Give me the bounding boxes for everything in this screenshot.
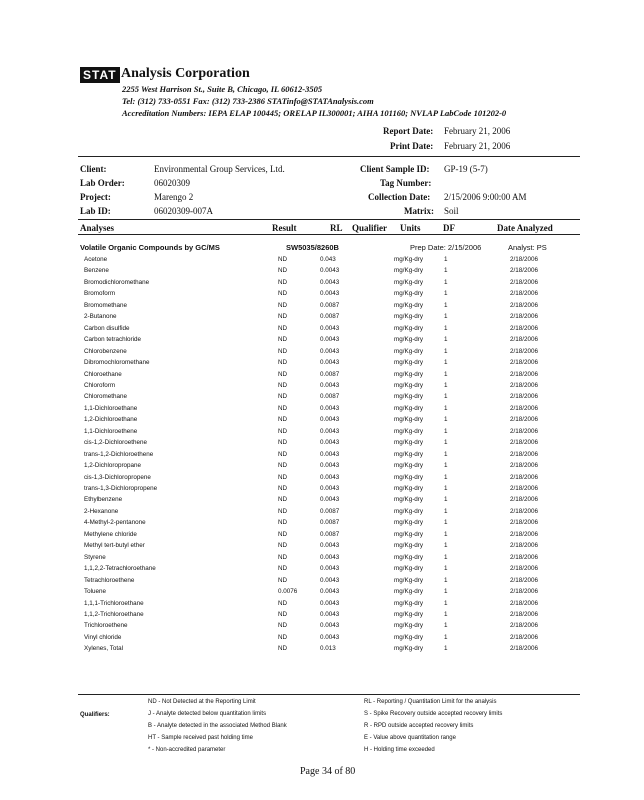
table-row — [0, 302, 644, 313]
qualifier-star: * - Non-accredited parameter — [148, 747, 226, 753]
cell-date: 2/18/2006 — [510, 416, 539, 424]
cell-result: ND — [278, 462, 288, 470]
cell-units: mg/Kg-dry — [394, 622, 424, 630]
cell-units: mg/Kg-dry — [394, 576, 424, 584]
cell-analyte: 1,2-Dichloroethane — [84, 416, 138, 424]
cell-rl: 0.0043 — [320, 290, 340, 298]
cell-result: ND — [278, 313, 288, 321]
lab-id-value: 06020309-007A — [154, 206, 213, 216]
cell-rl: 0.0043 — [320, 633, 340, 641]
cell-units: mg/Kg-dry — [394, 393, 424, 401]
cell-result: ND — [278, 565, 288, 573]
cell-result: ND — [278, 519, 288, 527]
cell-date: 2/18/2006 — [510, 370, 539, 378]
cell-df: 1 — [444, 553, 448, 561]
cell-analyte: 1,1,1-Trichloroethane — [84, 599, 144, 607]
cell-rl: 0.0043 — [320, 439, 340, 447]
cell-date: 2/18/2006 — [510, 427, 539, 435]
cell-analyte: Styrene — [84, 553, 106, 561]
cell-date: 2/18/2006 — [510, 359, 539, 367]
cell-date: 2/18/2006 — [510, 507, 539, 515]
table-row — [0, 577, 644, 588]
cell-result: ND — [278, 290, 288, 298]
cell-rl: 0.0043 — [320, 473, 340, 481]
cell-date: 2/18/2006 — [510, 267, 539, 275]
cell-date: 2/18/2006 — [510, 439, 539, 447]
cell-date: 2/18/2006 — [510, 324, 539, 332]
cell-df: 1 — [444, 336, 448, 344]
cell-rl: 0.0087 — [320, 313, 340, 321]
cell-units: mg/Kg-dry — [394, 588, 424, 596]
section-analyst: Analyst: PS — [508, 243, 547, 252]
qualifier-r: R - RPD outside accepted recovery limits — [364, 723, 474, 729]
col-rl: RL — [330, 223, 343, 233]
cell-df: 1 — [444, 359, 448, 367]
col-date-analyzed: Date Analyzed — [497, 223, 553, 233]
cell-df: 1 — [444, 301, 448, 309]
table-row — [0, 371, 644, 382]
cell-units: mg/Kg-dry — [394, 633, 424, 641]
cell-rl: 0.0043 — [320, 565, 340, 573]
table-row — [0, 256, 644, 267]
cell-date: 2/18/2006 — [510, 565, 539, 573]
table-row — [0, 634, 644, 645]
table-row — [0, 565, 644, 576]
cell-rl: 0.0043 — [320, 542, 340, 550]
cell-analyte: trans-1,2-Dichloroethene — [84, 450, 154, 458]
cell-rl: 0.0087 — [320, 507, 340, 515]
cell-rl: 0.0087 — [320, 370, 340, 378]
cell-units: mg/Kg-dry — [394, 462, 424, 470]
client-value: Environmental Group Services, Ltd. — [154, 164, 285, 174]
cell-analyte: Methylene chloride — [84, 530, 137, 538]
cell-result: ND — [278, 496, 288, 504]
cell-df: 1 — [444, 576, 448, 584]
cell-units: mg/Kg-dry — [394, 610, 424, 618]
cell-rl: 0.0043 — [320, 416, 340, 424]
cell-result: ND — [278, 416, 288, 424]
cell-analyte: 2-Butanone — [84, 313, 117, 321]
cell-result: ND — [278, 599, 288, 607]
cell-analyte: Trichloroethene — [84, 622, 128, 630]
cell-result: ND — [278, 301, 288, 309]
accreditation-line: Accreditation Numbers: IEPA ELAP 100445; ORELAP IL300001; AIHA 101160; NVLAP LabCode 101202-0 — [122, 108, 507, 118]
table-row — [0, 588, 644, 599]
cell-units: mg/Kg-dry — [394, 301, 424, 309]
cell-rl: 0.0043 — [320, 381, 340, 389]
cell-units: mg/Kg-dry — [394, 553, 424, 561]
project-label: Project: — [80, 192, 111, 202]
cell-analyte: Carbon disulfide — [84, 324, 130, 332]
cell-rl: 0.0043 — [320, 347, 340, 355]
cell-units: mg/Kg-dry — [394, 542, 424, 550]
cell-result: ND — [278, 553, 288, 561]
cell-df: 1 — [444, 462, 448, 470]
table-row — [0, 290, 644, 301]
cell-result: ND — [278, 542, 288, 550]
cell-rl: 0.0043 — [320, 278, 340, 286]
qualifier-s: S - Spike Recovery outside accepted recovery limits — [364, 711, 503, 717]
cell-df: 1 — [444, 313, 448, 321]
table-row — [0, 325, 644, 336]
cell-df: 1 — [444, 381, 448, 389]
table-row — [0, 542, 644, 553]
cell-df: 1 — [444, 610, 448, 618]
cell-df: 1 — [444, 347, 448, 355]
table-row — [0, 451, 644, 462]
table-row — [0, 313, 644, 324]
cell-date: 2/18/2006 — [510, 313, 539, 321]
table-row — [0, 519, 644, 530]
cell-rl: 0.0043 — [320, 324, 340, 332]
table-row — [0, 485, 644, 496]
cell-df: 1 — [444, 645, 448, 653]
cell-date: 2/18/2006 — [510, 530, 539, 538]
cell-units: mg/Kg-dry — [394, 347, 424, 355]
cell-df: 1 — [444, 450, 448, 458]
company-name: Analysis Corporation — [121, 66, 250, 81]
cell-result: ND — [278, 359, 288, 367]
cell-analyte: 1,1,2,2-Tetrachloroethane — [84, 565, 156, 573]
cell-rl: 0.0043 — [320, 336, 340, 344]
cell-result: ND — [278, 393, 288, 401]
cell-df: 1 — [444, 416, 448, 424]
cell-result: ND — [278, 381, 288, 389]
qualifier-rl: RL - Reporting / Quantitation Limit for the analysis — [364, 699, 497, 705]
cell-df: 1 — [444, 485, 448, 492]
cell-analyte: trans-1,3-Dichloropropene — [84, 485, 158, 492]
col-analyses: Analyses — [80, 223, 115, 233]
section-title: Volatile Organic Compounds by GC/MS — [80, 243, 220, 252]
cell-analyte: Chlorobenzene — [84, 347, 127, 355]
collection-date-label: Collection Date: — [368, 192, 431, 202]
table-row — [0, 416, 644, 427]
info-divider — [78, 219, 580, 220]
cell-analyte: 1,2-Dichloropropane — [84, 462, 142, 470]
cell-rl: 0.0087 — [320, 393, 340, 401]
cell-result: ND — [278, 370, 288, 378]
cell-rl: 0.0043 — [320, 427, 340, 435]
cell-analyte: Ethylbenzene — [84, 496, 123, 504]
cell-date: 2/18/2006 — [510, 301, 539, 309]
cell-date: 2/18/2006 — [510, 633, 539, 641]
cell-result: ND — [278, 576, 288, 584]
cell-df: 1 — [444, 439, 448, 447]
cell-result: ND — [278, 473, 288, 481]
cell-analyte: 2-Hexanone — [84, 507, 119, 515]
cell-units: mg/Kg-dry — [394, 485, 424, 492]
cell-units: mg/Kg-dry — [394, 324, 424, 332]
cell-analyte: Bromomethane — [84, 301, 128, 309]
cell-units: mg/Kg-dry — [394, 645, 424, 653]
cell-date: 2/18/2006 — [510, 347, 539, 355]
cell-units: mg/Kg-dry — [394, 404, 424, 412]
cell-analyte: Methyl tert-butyl ether — [84, 542, 145, 550]
cell-result: ND — [278, 439, 288, 447]
print-date-label: Print Date: — [390, 141, 434, 151]
table-row — [0, 428, 644, 439]
table-row — [0, 462, 644, 473]
cell-analyte: Bromodichloromethane — [84, 278, 150, 286]
cell-analyte: Xylenes, Total — [84, 645, 124, 653]
cell-units: mg/Kg-dry — [394, 450, 424, 458]
cell-units: mg/Kg-dry — [394, 416, 424, 424]
cell-date: 2/18/2006 — [510, 485, 539, 492]
cell-date: 2/18/2006 — [510, 450, 539, 458]
cell-analyte: cis-1,3-Dichloropropene — [84, 473, 151, 481]
cell-df: 1 — [444, 267, 448, 275]
cell-date: 2/18/2006 — [510, 278, 539, 286]
cell-analyte: Carbon tetrachloride — [84, 336, 142, 344]
table-row — [0, 348, 644, 359]
table-row — [0, 496, 644, 507]
cell-analyte: Dibromochloromethane — [84, 359, 150, 367]
cell-analyte: Bromoform — [84, 290, 116, 298]
table-row — [0, 279, 644, 290]
cell-rl: 0.0087 — [320, 519, 340, 527]
print-date-value: February 21, 2006 — [444, 141, 511, 151]
cell-df: 1 — [444, 256, 448, 263]
cell-result: ND — [278, 507, 288, 515]
cell-analyte: 1,1-Dichloroethene — [84, 427, 138, 435]
cell-analyte: Vinyl chloride — [84, 633, 122, 641]
cell-df: 1 — [444, 588, 448, 596]
cell-date: 2/18/2006 — [510, 404, 539, 412]
report-date-value: February 21, 2006 — [444, 126, 511, 136]
cell-date: 2/18/2006 — [510, 336, 539, 344]
cell-units: mg/Kg-dry — [394, 496, 424, 504]
lab-id-label: Lab ID: — [80, 206, 111, 216]
cell-result: 0.0076 — [278, 588, 298, 596]
cell-rl: 0.0043 — [320, 359, 340, 367]
qualifier-ht: HT - Sample received past holding time — [148, 735, 253, 741]
cell-df: 1 — [444, 530, 448, 538]
cell-result: ND — [278, 645, 288, 653]
cell-result: ND — [278, 267, 288, 275]
cell-df: 1 — [444, 404, 448, 412]
cell-date: 2/18/2006 — [510, 553, 539, 561]
cell-units: mg/Kg-dry — [394, 359, 424, 367]
cell-df: 1 — [444, 427, 448, 435]
section-prep-date: Prep Date: 2/15/2006 — [410, 243, 482, 252]
cell-units: mg/Kg-dry — [394, 519, 424, 527]
cell-analyte: Toluene — [84, 588, 107, 596]
cell-units: mg/Kg-dry — [394, 381, 424, 389]
cell-rl: 0.0043 — [320, 599, 340, 607]
qualifiers-label: Qualifiers: — [80, 712, 110, 718]
cell-units: mg/Kg-dry — [394, 290, 424, 298]
cell-result: ND — [278, 633, 288, 641]
cell-df: 1 — [444, 324, 448, 332]
cell-units: mg/Kg-dry — [394, 370, 424, 378]
cell-units: mg/Kg-dry — [394, 427, 424, 435]
table-row — [0, 359, 644, 370]
cell-date: 2/18/2006 — [510, 393, 539, 401]
cell-units: mg/Kg-dry — [394, 267, 424, 275]
qualifier-j: J - Analyte detected below quantitation limits — [148, 711, 267, 717]
company-address: 2255 West Harrison St., Suite B, Chicago, IL 60612-3505 — [122, 84, 323, 94]
cell-result: ND — [278, 324, 288, 332]
cell-date: 2/18/2006 — [510, 588, 539, 596]
cell-date: 2/18/2006 — [510, 473, 539, 481]
client-sample-id-value: GP-19 (5-7) — [444, 164, 488, 174]
header-divider — [78, 156, 580, 157]
cell-units: mg/Kg-dry — [394, 599, 424, 607]
qualifier-nd: ND - Not Detected at the Reporting Limit — [148, 699, 256, 705]
cell-units: mg/Kg-dry — [394, 530, 424, 538]
cell-df: 1 — [444, 599, 448, 607]
matrix-label: Matrix: — [404, 206, 434, 216]
cell-rl: 0.0087 — [320, 530, 340, 538]
cell-df: 1 — [444, 290, 448, 298]
cell-rl: 0.0043 — [320, 496, 340, 504]
cell-analyte: Benzene — [84, 267, 109, 275]
cell-date: 2/18/2006 — [510, 462, 539, 470]
cell-df: 1 — [444, 633, 448, 641]
project-value: Marengo 2 — [154, 192, 194, 202]
lab-order-label: Lab Order: — [80, 178, 125, 188]
cell-df: 1 — [444, 473, 448, 481]
cell-result: ND — [278, 450, 288, 458]
table-row — [0, 622, 644, 633]
cell-units: mg/Kg-dry — [394, 336, 424, 344]
cell-analyte: 1,1-Dichloroethane — [84, 404, 138, 412]
cell-units: mg/Kg-dry — [394, 507, 424, 515]
cell-rl: 0.043 — [320, 256, 336, 263]
report-date-label: Report Date: — [383, 126, 434, 136]
cell-df: 1 — [444, 393, 448, 401]
cell-rl: 0.0043 — [320, 267, 340, 275]
table-row — [0, 508, 644, 519]
collection-date-value: 2/15/2006 9:00:00 AM — [444, 192, 527, 202]
client-sample-id-label: Client Sample ID: — [360, 164, 430, 174]
cell-df: 1 — [444, 370, 448, 378]
table-row — [0, 531, 644, 542]
cell-rl: 0.0043 — [320, 588, 340, 596]
cell-df: 1 — [444, 507, 448, 515]
cell-result: ND — [278, 347, 288, 355]
cell-rl: 0.0043 — [320, 485, 340, 492]
cell-units: mg/Kg-dry — [394, 565, 424, 573]
cell-analyte: Chloromethane — [84, 393, 128, 401]
cell-units: mg/Kg-dry — [394, 278, 424, 286]
col-df: DF — [443, 223, 455, 233]
cell-rl: 0.0043 — [320, 622, 340, 630]
col-qualifier: Qualifier — [352, 223, 387, 233]
qualifier-h: H - Holding time exceeded — [364, 747, 435, 753]
table-row — [0, 405, 644, 416]
table-row — [0, 600, 644, 611]
client-label: Client: — [80, 164, 107, 174]
cell-rl: 0.0043 — [320, 404, 340, 412]
cell-analyte: Chloroform — [84, 381, 116, 389]
cell-result: ND — [278, 622, 288, 630]
col-result: Result — [272, 223, 297, 233]
cell-rl: 0.013 — [320, 645, 336, 653]
cell-rl: 0.0043 — [320, 610, 340, 618]
cell-df: 1 — [444, 496, 448, 504]
cell-result: ND — [278, 278, 288, 286]
cell-result: ND — [278, 427, 288, 435]
cell-units: mg/Kg-dry — [394, 473, 424, 481]
cell-rl: 0.0087 — [320, 301, 340, 309]
column-header-divider — [78, 234, 580, 235]
cell-date: 2/18/2006 — [510, 645, 539, 653]
table-row — [0, 382, 644, 393]
table-row — [0, 554, 644, 565]
tag-number-label: Tag Number: — [380, 178, 432, 188]
cell-df: 1 — [444, 542, 448, 550]
page-number: Page 34 of 80 — [300, 766, 356, 777]
qualifier-e: E - Value above quantitation range — [364, 735, 456, 741]
cell-date: 2/18/2006 — [510, 496, 539, 504]
matrix-value: Soil — [444, 206, 459, 216]
cell-analyte: 4-Methyl-2-pentanone — [84, 519, 146, 527]
company-contact: Tel: (312) 733-0551 Fax: (312) 733-2386 STATinfo@STATAnalysis.com — [122, 96, 374, 106]
qualifier-b: B - Analyte detected in the associated Method Blank — [148, 723, 287, 729]
section-method: SW5035/8260B — [286, 243, 339, 252]
cell-analyte: cis-1,2-Dichloroethene — [84, 439, 147, 447]
cell-units: mg/Kg-dry — [394, 439, 424, 447]
cell-result: ND — [278, 336, 288, 344]
cell-result: ND — [278, 256, 288, 263]
cell-analyte: Chloroethane — [84, 370, 122, 378]
cell-result: ND — [278, 530, 288, 538]
cell-analyte: Acetone — [84, 256, 108, 263]
cell-rl: 0.0043 — [320, 450, 340, 458]
cell-date: 2/18/2006 — [510, 622, 539, 630]
table-row — [0, 336, 644, 347]
table-row — [0, 393, 644, 404]
cell-df: 1 — [444, 565, 448, 573]
cell-rl: 0.0043 — [320, 462, 340, 470]
cell-date: 2/18/2006 — [510, 256, 539, 263]
cell-date: 2/18/2006 — [510, 519, 539, 527]
cell-date: 2/18/2006 — [510, 610, 539, 618]
cell-analyte: Tetrachloroethene — [84, 576, 135, 584]
cell-date: 2/18/2006 — [510, 542, 539, 550]
qualifiers-divider — [78, 694, 580, 695]
cell-df: 1 — [444, 278, 448, 286]
cell-analyte: 1,1,2-Trichloroethane — [84, 610, 144, 618]
cell-date: 2/18/2006 — [510, 290, 539, 298]
cell-date: 2/18/2006 — [510, 599, 539, 607]
cell-rl: 0.0043 — [320, 576, 340, 584]
cell-df: 1 — [444, 519, 448, 527]
cell-date: 2/18/2006 — [510, 576, 539, 584]
cell-units: mg/Kg-dry — [394, 256, 424, 263]
cell-result: ND — [278, 404, 288, 412]
table-row — [0, 267, 644, 278]
table-row — [0, 611, 644, 622]
table-row — [0, 439, 644, 450]
col-units: Units — [400, 223, 421, 233]
cell-units: mg/Kg-dry — [394, 313, 424, 321]
cell-result: ND — [278, 485, 288, 492]
table-row — [0, 474, 644, 485]
table-row — [0, 645, 644, 656]
cell-result: ND — [278, 610, 288, 618]
lab-order-value: 06020309 — [154, 178, 190, 188]
company-logo: STAT — [80, 67, 120, 83]
cell-date: 2/18/2006 — [510, 381, 539, 389]
cell-df: 1 — [444, 622, 448, 630]
cell-rl: 0.0043 — [320, 553, 340, 561]
